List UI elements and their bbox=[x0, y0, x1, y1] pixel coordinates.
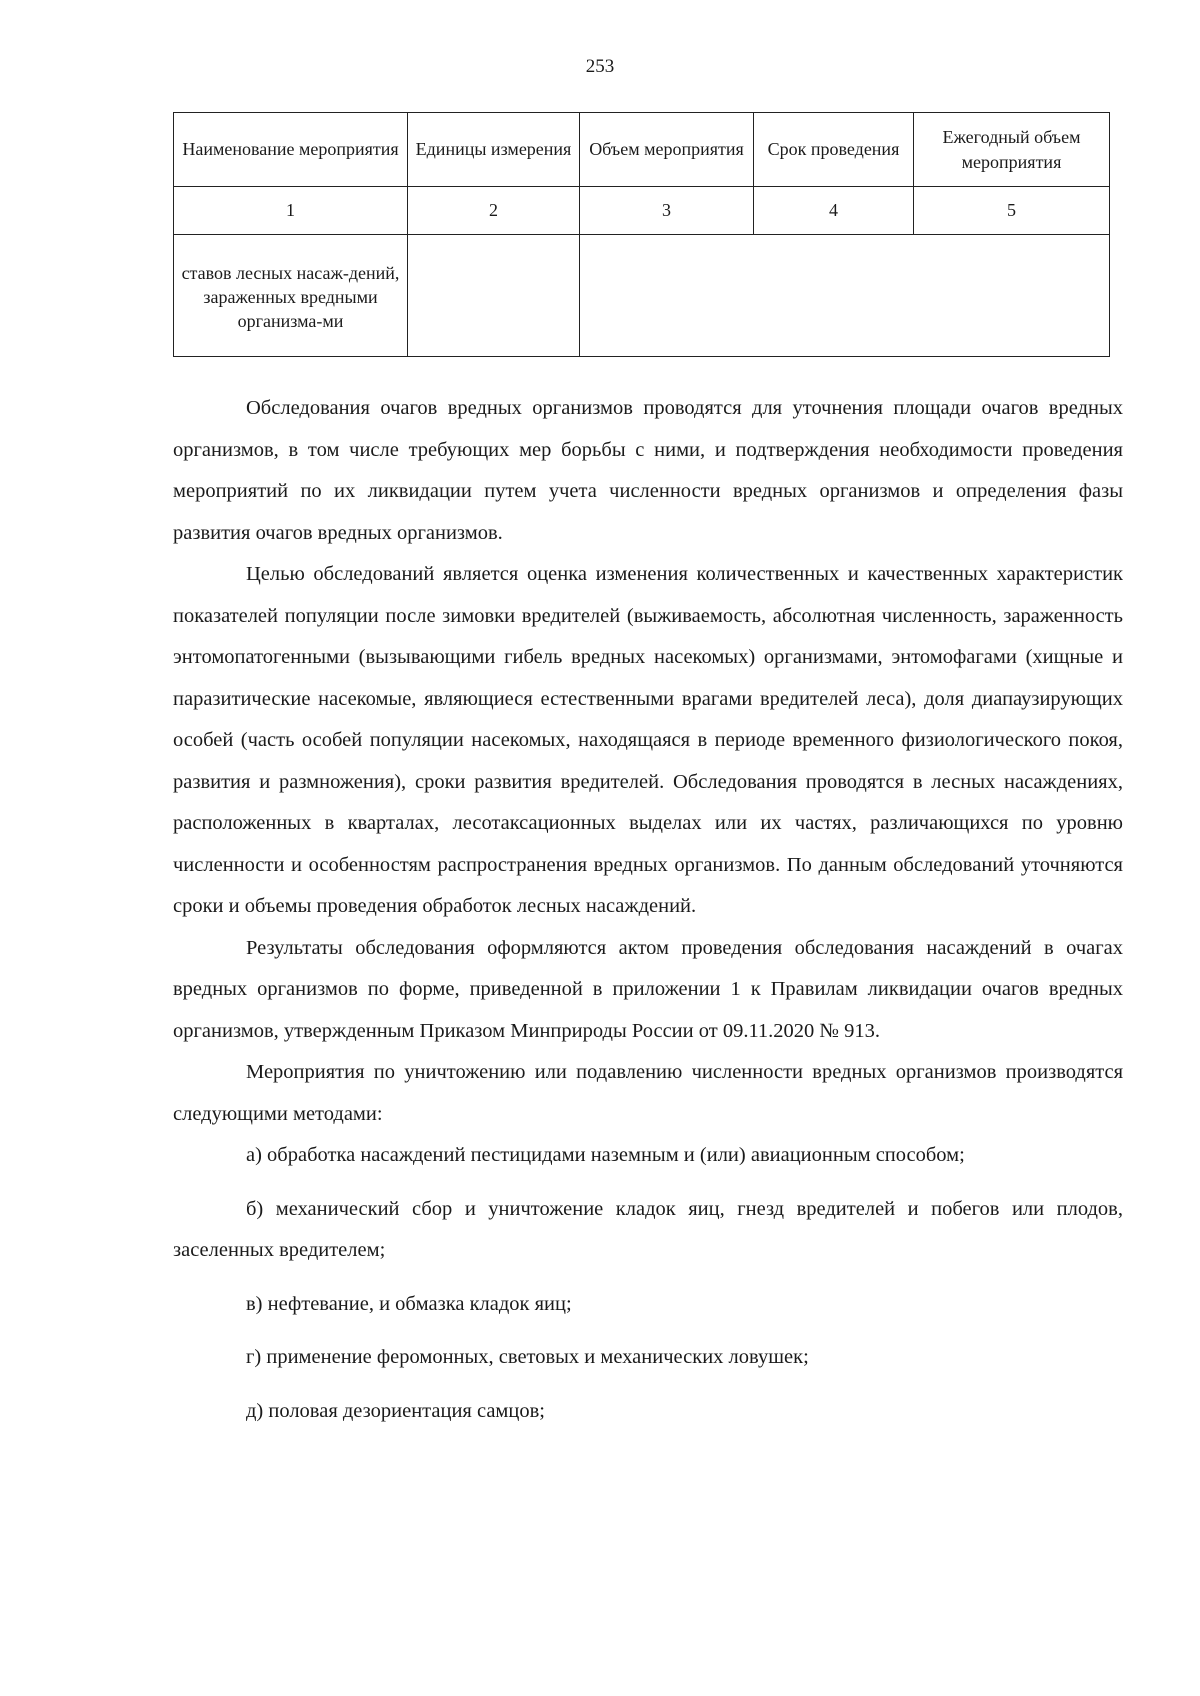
paragraph: Мероприятия по уничтожению или подавлению численности вредных организмов производятся следующими методами: bbox=[173, 1061, 1123, 1125]
header-annual-volume: Ежегодный объем мероприятия bbox=[914, 113, 1110, 187]
header-volume: Объем мероприятия bbox=[580, 113, 754, 187]
table-header-row bbox=[174, 113, 1110, 187]
column-number: 1 bbox=[174, 187, 408, 235]
list-item: в) нефтевание, и обмазка кладок яиц; bbox=[246, 1292, 572, 1315]
row-merged-cell bbox=[580, 235, 1110, 357]
list-item: а) обработка насаждений пестицидами наземным и (или) авиационным способом; bbox=[246, 1144, 965, 1166]
paragraph: Целью обследований является оценка изменения количественных и качественных характеристик показателей популяции после зимовки вредителей (выживаемость, абсолютная численность, зараженность энтомопатогенными (вызывающими гибель вредных насекомых) организмами, энтомофагами (хищные и паразитические насекомые, являющиеся естественными врагами вредителей леса), доля диапаузирующих особей (часть особей популяции насекомых, находящаяся в периоде временного физиологического покоя, развития и размножения), сроки развития вредителей. Обследования проводятся в лесных насаждениях, расположенных в кварталах, лесотаксационных выделах или их частях, различающихся по уровню численности и особенностям распространения вредных организмов. По данным обследований уточняются сроки и объемы проведения обработок лесных насаждений. bbox=[173, 563, 1123, 917]
paragraph: Результаты обследования оформляются актом проведения обследования насаждений в очагах вредных организмов по форме, приведенной в приложении 1 к Правилам ликвидации очагов вредных организмов, утвержденным Приказом Минприроды России от 09.11.2020 № 913. bbox=[173, 936, 1123, 1042]
list-item: г) применение феромонных, световых и механических ловушек; bbox=[246, 1346, 809, 1368]
column-number: 5 bbox=[914, 187, 1110, 235]
row-units-cell bbox=[408, 235, 580, 357]
header-units: Единицы измерения bbox=[408, 113, 580, 187]
column-number: 4 bbox=[754, 187, 914, 235]
measures-table bbox=[173, 112, 1110, 357]
table-row bbox=[174, 235, 1110, 357]
page-number: 253 bbox=[585, 56, 615, 77]
paragraph: Обследования очагов вредных организмов проводятся для уточнения площади очагов вредных организмов, в том числе требующих мер борьбы с ними, и подтверждения необходимости проведения мероприятий по их ликвидации путем учета численности вредных организмов и определения фазы развития очагов вредных организмов. bbox=[173, 397, 1123, 544]
column-number: 3 bbox=[580, 187, 754, 235]
list-item: д) половая дезориентация самцов; bbox=[246, 1399, 545, 1422]
header-name: Наименование мероприятия bbox=[174, 113, 408, 187]
row-name-cell: ставов лесных насаж-дений, зараженных вредными организма-ми bbox=[174, 235, 408, 357]
column-number: 2 bbox=[408, 187, 580, 235]
body-text bbox=[173, 388, 1123, 1432]
header-term: Срок проведения bbox=[754, 113, 914, 187]
list-item: б) механический сбор и уничтожение кладок яиц, гнезд вредителей и побегов или плодов, заселенных вредителем; bbox=[173, 1197, 1123, 1261]
table-number-row bbox=[174, 187, 1110, 235]
